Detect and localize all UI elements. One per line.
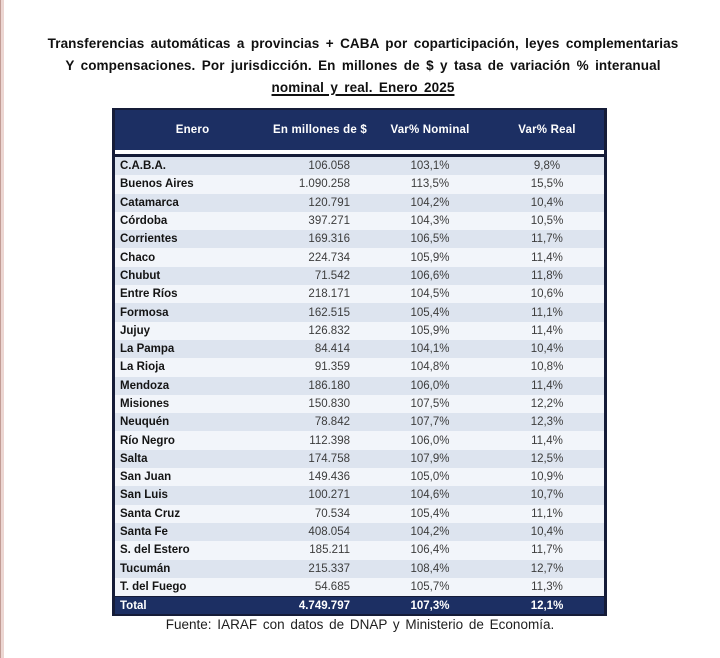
table-row [115, 413, 604, 431]
total-var-nominal-cell: 107,3% [410, 599, 450, 612]
province-name-cell: Tucumán [120, 562, 171, 575]
province-name-cell: Formosa [120, 306, 169, 319]
var-nominal-cell: 107,9% [410, 452, 450, 465]
var-real-cell: 11,1% [531, 507, 563, 520]
var-real-cell: 12,2% [530, 398, 564, 410]
header-cell-enero: Enero [175, 124, 210, 136]
millones-value-cell: 112.398 [309, 434, 350, 447]
millones-value-cell: 120.791 [308, 196, 350, 209]
table-row [115, 505, 604, 523]
millones-value-cell: 162.515 [308, 306, 350, 319]
var-real-cell: 10,6% [530, 288, 564, 301]
header-cell-var-real: Var% Real [518, 124, 576, 136]
var-real-cell: 10,4% [530, 343, 564, 356]
millones-value-cell: 126.832 [308, 324, 350, 337]
millones-value-cell: 106.058 [308, 160, 350, 173]
var-nominal-cell: 104,8% [410, 361, 450, 374]
millones-value-cell: 1.090.258 [298, 178, 350, 191]
var-real-cell: 10,4% [530, 196, 564, 209]
total-var-real-cell: 12,1% [530, 599, 564, 612]
table-row [115, 340, 604, 358]
var-nominal-cell: 104,2% [410, 196, 450, 209]
table-row [115, 377, 604, 395]
table-row [115, 194, 604, 212]
millones-value-cell: 149.436 [308, 471, 350, 484]
var-nominal-cell: 113,5% [410, 178, 450, 191]
province-name-cell: Catamarca [120, 196, 179, 209]
var-nominal-cell: 107,7% [410, 416, 450, 429]
var-real-cell: 10,7% [530, 489, 564, 502]
var-nominal-cell: 105,0% [410, 471, 450, 484]
var-real-cell: 11,4% [531, 434, 563, 447]
millones-value-cell: 174.758 [308, 452, 350, 465]
province-name-cell: Entre Ríos [120, 288, 178, 301]
millones-value-cell: 215.337 [308, 562, 350, 575]
table-row [115, 230, 604, 248]
table-row [115, 175, 604, 193]
table-row [115, 541, 604, 559]
province-name-cell: S. del Estero [120, 544, 190, 557]
millones-value-cell: 78.842 [314, 416, 350, 429]
var-real-cell: 10,5% [530, 215, 564, 228]
table-row [115, 358, 604, 376]
var-nominal-cell: 105,9% [410, 324, 450, 337]
title-period-underlined: nominal y real. Enero 2025 [271, 80, 455, 95]
province-name-cell: Chubut [120, 269, 161, 282]
var-real-cell: 10,4% [530, 526, 564, 539]
millones-value-cell: 91.359 [314, 361, 350, 374]
table-total-row [115, 596, 604, 614]
var-real-cell: 11,4% [531, 379, 563, 392]
millones-value-cell: 408.054 [308, 526, 350, 539]
millones-value-cell: 224.734 [308, 251, 350, 264]
var-nominal-cell: 108,4% [410, 562, 450, 575]
var-real-cell: 11,4% [531, 324, 563, 337]
province-name-cell: Salta [120, 452, 148, 465]
var-nominal-cell: 106,4% [410, 544, 450, 557]
table-row [115, 285, 604, 303]
province-name-cell: C.A.B.A. [120, 160, 166, 173]
province-name-cell: T. del Fuego [120, 580, 187, 593]
var-nominal-cell: 104,1% [410, 343, 450, 356]
var-real-cell: 11,1% [531, 306, 563, 319]
var-nominal-cell: 106,0% [410, 434, 450, 447]
millones-value-cell: 84.414 [314, 343, 350, 356]
source-caption: Fuente: IARAF con datos de DNAP y Ministerio de Economía. [165, 617, 555, 632]
title-line-3 [24, 77, 702, 99]
var-nominal-cell: 105,7% [410, 580, 450, 593]
var-real-cell: 15,5% [530, 178, 564, 191]
table-row [115, 431, 604, 449]
table-row [115, 248, 604, 266]
millones-value-cell: 54.685 [314, 580, 350, 593]
var-real-cell: 11,8% [531, 269, 563, 282]
var-nominal-cell: 104,2% [410, 526, 450, 539]
var-real-cell: 11,7% [531, 544, 563, 557]
province-name-cell: Buenos Aires [120, 178, 194, 191]
province-name-cell: Neuquén [120, 416, 170, 429]
millones-value-cell: 150.830 [308, 398, 350, 410]
var-nominal-cell: 103,1% [410, 160, 450, 173]
total-label-cell: Total [120, 599, 147, 612]
var-nominal-cell: 106,0% [410, 379, 450, 392]
province-name-cell: Santa Fe [120, 526, 168, 539]
var-real-cell: 12,3% [530, 416, 564, 429]
var-nominal-cell: 105,4% [410, 507, 450, 520]
var-real-cell: 9,8% [533, 160, 561, 173]
var-nominal-cell: 107,5% [410, 398, 450, 410]
var-real-cell: 10,8% [530, 361, 564, 374]
var-real-cell: 10,9% [530, 471, 564, 484]
table-row [115, 560, 604, 578]
province-name-cell: San Juan [120, 471, 172, 484]
title-line-1: Transferencias automáticas a provincias + CABA por coparticipación, leyes complementarias [47, 36, 679, 51]
var-real-cell: 11,3% [531, 580, 563, 593]
province-name-cell: La Rioja [120, 361, 165, 374]
table-row [115, 303, 604, 321]
province-name-cell: Corrientes [120, 233, 178, 246]
millones-value-cell: 70.534 [314, 507, 350, 520]
title-line-2: Y compensaciones. Por jurisdicción. En millones de $ y tasa de variación % interanual [65, 58, 661, 73]
table-row [115, 212, 604, 230]
millones-value-cell: 71.542 [314, 269, 350, 282]
page-title [24, 33, 702, 99]
millones-value-cell: 185.211 [309, 544, 350, 557]
var-real-cell: 12,5% [530, 452, 564, 465]
var-nominal-cell: 104,3% [410, 215, 450, 228]
var-real-cell: 11,4% [531, 251, 563, 264]
table-header-row [115, 110, 604, 150]
millones-value-cell: 218.171 [308, 288, 350, 301]
millones-value-cell: 169.316 [308, 233, 350, 246]
table-row [115, 267, 604, 285]
millones-value-cell: 397.271 [308, 215, 350, 228]
table-row [115, 523, 604, 541]
province-name-cell: Chaco [120, 251, 156, 264]
header-cell-var-nominal: Var% Nominal [390, 124, 470, 136]
var-nominal-cell: 104,6% [410, 489, 450, 502]
var-real-cell: 11,7% [531, 233, 563, 246]
table-row [115, 157, 604, 175]
province-name-cell: Santa Cruz [120, 507, 181, 520]
province-name-cell: La Pampa [120, 343, 175, 356]
var-real-cell: 12,7% [530, 562, 564, 575]
total-millones-cell: 4.749.797 [298, 599, 350, 612]
table-row [115, 322, 604, 340]
table-row [115, 578, 604, 596]
table-row [115, 395, 604, 413]
province-name-cell: Río Negro [120, 434, 175, 447]
var-nominal-cell: 106,6% [410, 269, 450, 282]
province-name-cell: Mendoza [120, 379, 170, 392]
province-name-cell: Jujuy [120, 324, 151, 337]
table-row [115, 450, 604, 468]
var-nominal-cell: 104,5% [410, 288, 450, 301]
var-nominal-cell: 105,9% [410, 251, 450, 264]
transfers-table [112, 108, 607, 616]
header-cell-millones: En millones de $ [273, 124, 367, 136]
var-nominal-cell: 106,5% [410, 233, 450, 246]
table-row [115, 486, 604, 504]
millones-value-cell: 186.180 [308, 379, 350, 392]
province-name-cell: Misiones [120, 398, 170, 410]
table-row [115, 468, 604, 486]
var-nominal-cell: 105,4% [410, 306, 450, 319]
millones-value-cell: 100.271 [308, 489, 350, 502]
table-body [115, 154, 604, 596]
province-name-cell: Córdoba [120, 215, 168, 228]
province-name-cell: San Luis [120, 489, 168, 502]
scan-edge-strip [0, 0, 4, 658]
